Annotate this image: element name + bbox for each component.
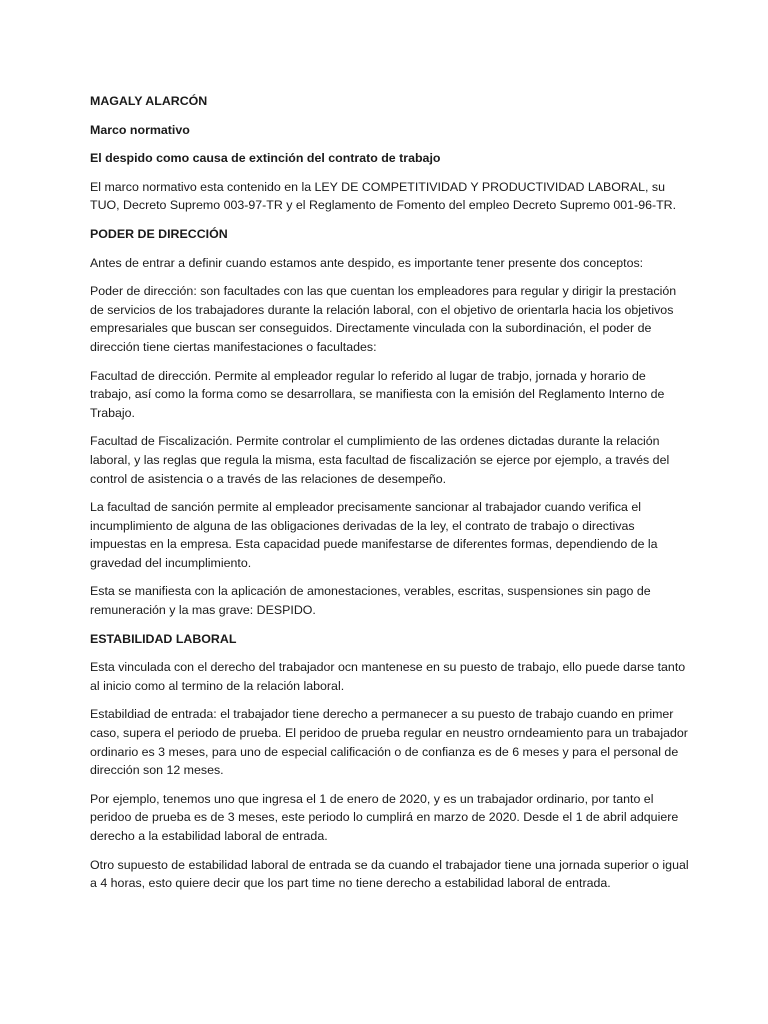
section-title: Marco normativo	[90, 122, 190, 137]
paragraph-manifiesta: Esta se manifiesta con la aplicación de amonestaciones, verables, escritas, suspensiones sin pago de remuneración y la mas grave: DESPIDO.	[90, 584, 651, 618]
paragraph-facultad-direccion: Facultad de dirección. Permite al empleador regular lo referido al lugar de trabjo, jornada y horario de trabajo, así como la forma como se desarrollara, se manifiesta con la emisión del Reglamento Interno de Trabajo.	[90, 368, 665, 420]
paragraph-ejemplo: Por ejemplo, tenemos uno que ingresa el 1 de enero de 2020, y es un trabajador ordinario, por tanto el peridoo de prueba es de 3 meses, este periodo lo cumplirá en marzo de 2020. Desde el 1 de abril adquiere derecho a la estabilidad laboral de entrada.	[90, 791, 679, 843]
paragraph-otro-supuesto: Otro supuesto de estabilidad laboral de entrada se da cuando el trabajador tiene una jornada superior o igual a 4 horas, esto quiere decir que los part time no tiene derecho a estabilidad laboral de entrada.	[90, 857, 689, 891]
paragraph-antes: Antes de entrar a definir cuando estamos ante despido, es importante tener presente dos conceptos:	[90, 255, 644, 270]
heading-estabilidad-laboral: ESTABILIDAD LABORAL	[90, 631, 237, 646]
author-name: MAGALY ALARCÓN	[90, 94, 208, 108]
paragraph-facultad-sancion: La facultad de sanción permite al empleador precisamente sancionar al trabajador cuando verifica el incumplimiento de alguna de las obligaciones derivadas de la ley, el contrato de trabajo o directivas impuestas en la empresa. Esta capacidad puede manifestarse de diferentes formas, dependiendo de la gravedad del incumplimiento.	[90, 500, 658, 570]
document-subtitle: El despido como causa de extinción del contrato de trabajo	[90, 151, 441, 166]
paragraph-poder-direccion: Poder de dirección: son facultades con las que cuentan los empleadores para regular y dirigir la prestación de servicios de los trabajadores durante la relación laboral, con el objetivo de orientarla hacia los objetivos empresariales que buscan ser conseguidos. Directamente vinculada con la subordinación, el poder de dirección tiene ciertas manifestaciones o facultades:	[90, 284, 677, 354]
document-page	[90, 92, 690, 903]
paragraph-intro: El marco normativo esta contenido en la LEY DE COMPETITIVIDAD Y PRODUCTIVIDAD LABORAL, su TUO, Decreto Supremo 003-97-TR y el Reglamento de Fomento del empleo Decreto Supremo 001-96-TR.	[90, 179, 677, 213]
paragraph-estabilidad-entrada: Estabildiad de entrada: el trabajador tiene derecho a permanecer a su puesto de trabajo cuando en primer caso, supera el periodo de prueba. El peridoo de prueba regular en neustro orndeamiento para un trabajador ordinario es 3 meses, para uno de especial calificación o de confianza es de 6 meses y para el personal de dirección son 12 meses.	[90, 707, 688, 778]
paragraph-facultad-fiscalizacion: Facultad de Fiscalización. Permite controlar el cumplimiento de las ordenes dictadas durante la relación laboral, y las reglas que regula la misma, esta facultad de fiscalización se ejerce por ejemplo, a través del control de asistencia o a través de las relaciones de desempeño.	[90, 434, 670, 486]
heading-poder-direccion: PODER DE DIRECCIÓN	[90, 226, 228, 241]
paragraph-vinculada: Esta vinculada con el derecho del trabajador ocn mantenese en su puesto de trabajo, ello puede darse tanto al inicio como al termino de la relación laboral.	[90, 660, 686, 693]
